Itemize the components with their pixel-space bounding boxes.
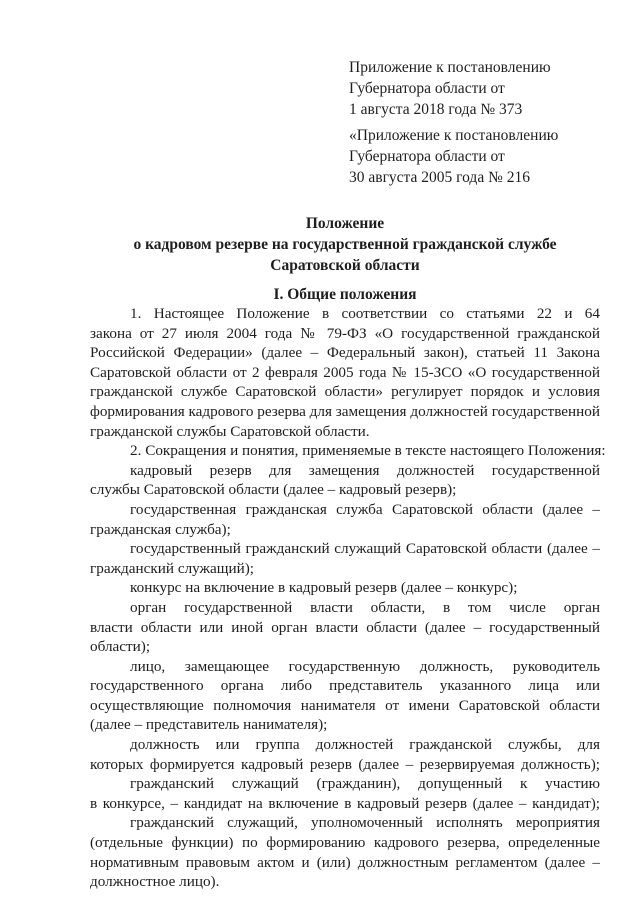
body-line: государственная гражданская служба Саратовской области (далее – <box>130 500 600 518</box>
body-line: кадровый резерв для замещения должностей государственной <box>130 461 600 479</box>
document-title <box>90 213 600 276</box>
attachment-note-original <box>349 125 619 188</box>
title-line: Саратовской области <box>270 257 420 274</box>
body-line: нормативным правовым актом и (или) должностным регламентом (далее – <box>90 853 600 871</box>
body-line: государственного органа либо представитель указанного лица или <box>90 677 600 695</box>
title-line: Положение <box>305 215 385 232</box>
attachment-note-current <box>349 57 619 120</box>
body-line: власти области или иной орган власти области (далее – государственный <box>90 618 600 636</box>
body-line: гражданский служащий, уполномоченный исполнять мероприятия <box>130 814 600 832</box>
body-line: (отдельные функции) по формированию кадрового резерва, определенные <box>90 834 600 852</box>
body-line: 1. Настоящее Положение в соответствии со статьями 22 и 64 <box>130 305 600 322</box>
body-line: гражданский служащий); <box>90 559 254 577</box>
attachment-line: 30 августа 2005 года № 216 <box>349 169 530 186</box>
body-line: Саратовской области от 2 февраля 2005 года № 15-ЗСО «О государственной <box>90 363 600 381</box>
body-line: области); <box>90 638 151 656</box>
body-line: гражданской службы Саратовской области. <box>90 422 370 440</box>
attachment-line: 1 августа 2018 года № 373 <box>349 101 523 118</box>
body-line: Российской Федерации» (далее – Федеральный закон), статьей 11 Закона <box>90 344 600 362</box>
body-line: должностное лицо). <box>90 873 220 891</box>
body-line: гражданский служащий (гражданин), допущенный к участию <box>130 775 600 793</box>
body-line: государственный гражданский служащий Саратовской области (далее – <box>130 540 600 558</box>
body-line: службы Саратовской области (далее – кадровый резерв); <box>90 481 457 499</box>
body-line: гражданская служба); <box>90 520 231 538</box>
body-line: лицо, замещающее государственную должность, руководитель <box>130 657 600 675</box>
attachment-line: Губернатора области от <box>349 148 505 165</box>
attachment-line: Губернатора области от <box>349 80 505 97</box>
body-line: осуществляющие полномочия нанимателя от имени Саратовской области <box>90 696 600 714</box>
attachment-line: «Приложение к постановлению <box>349 127 559 144</box>
body-line: (далее – представитель нанимателя); <box>90 716 328 734</box>
body-line: 2. Сокращения и понятия, применяемые в тексте настоящего Положения: <box>130 442 606 460</box>
attachment-line: Приложение к постановлению <box>349 59 551 76</box>
section-heading: I. Общие положения <box>273 286 417 303</box>
body-line: закона от 27 июля 2004 года № 79-ФЗ «О государственной гражданской <box>90 324 600 342</box>
body-line: в конкурсе, – кандидат на включение в кадровый резерв (далее – кандидат); <box>90 794 600 812</box>
body-line: гражданской службе Саратовской области» регулирует порядок и условия <box>90 383 600 401</box>
body-line: формирования кадрового резерва для замещения должностей государственной <box>90 402 600 420</box>
title-line: о кадровом резерве на государственной гражданской службе <box>133 236 557 253</box>
body-line: должность или группа должностей гражданской службы, для <box>130 736 600 754</box>
body-line: конкурс на включение в кадровый резерв (далее – конкурс); <box>130 579 518 597</box>
body-line: орган государственной власти области, в том числе орган <box>130 598 600 616</box>
body-line: которых формируется кадровый резерв (далее – резервируемая должность); <box>90 755 600 773</box>
document-body <box>90 304 606 892</box>
